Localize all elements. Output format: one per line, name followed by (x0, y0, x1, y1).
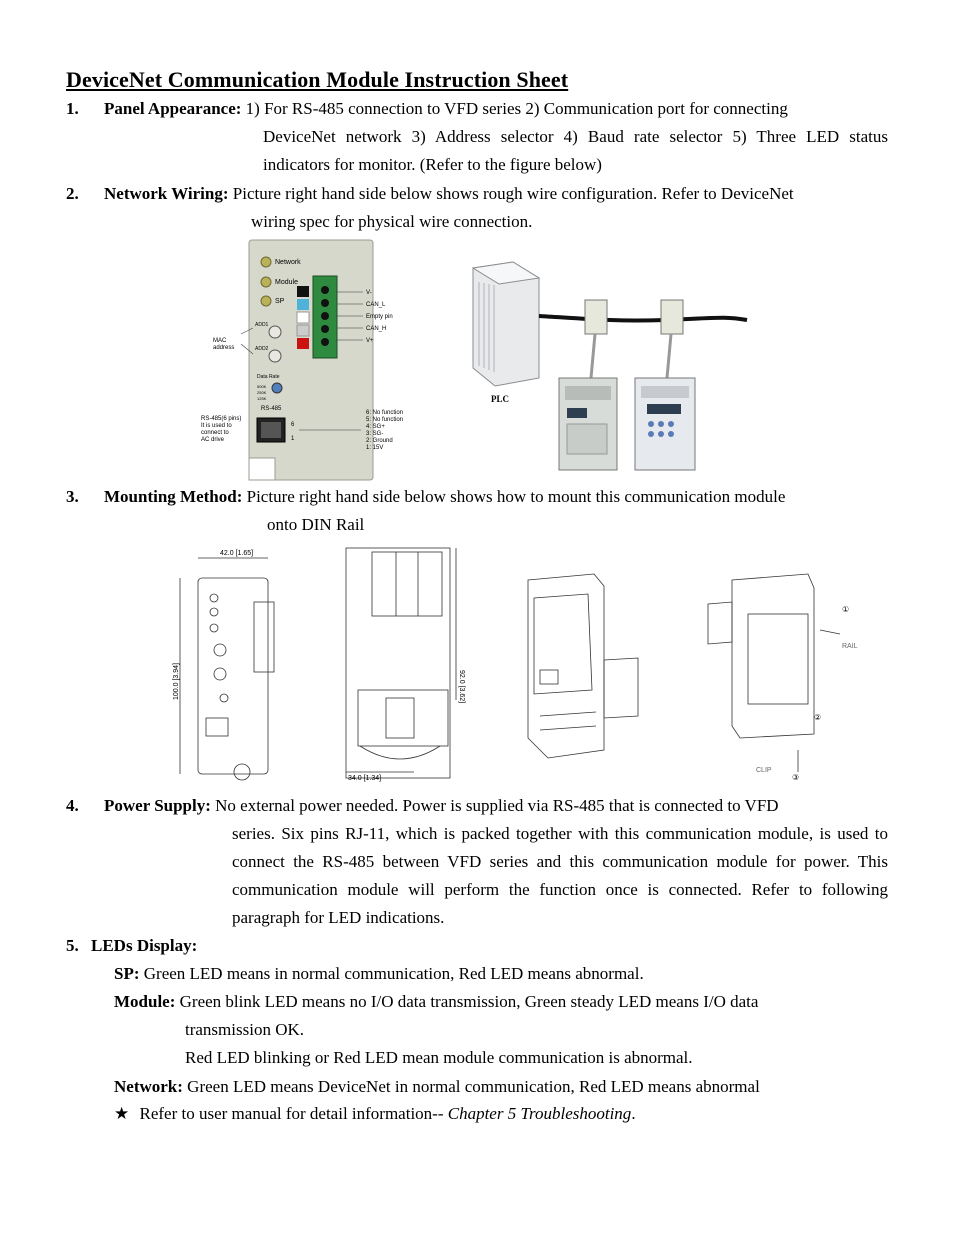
devicenet-cable (539, 316, 747, 321)
module-label: Module: (114, 992, 176, 1011)
module-text-2: transmission OK. (185, 1020, 304, 1039)
height-dimension: 100.0 [3.94] (173, 663, 180, 700)
rate-125k: 125K (257, 396, 267, 401)
section-text-first: No external power needed. Power is supplied via RS-485 that is connected to VFD (215, 796, 779, 815)
wire-color-white (297, 312, 309, 323)
sp-led-icon (261, 296, 271, 306)
led-label-network: Network (275, 259, 301, 266)
refer-end: . (631, 1104, 636, 1123)
section-number: 2. (66, 184, 79, 203)
vfd-drive-1 (559, 378, 617, 470)
section-text-rest: DeviceNet network 3) Address selector 4) Baud rate selector 5) Three LED status indicators for monitor. (Refer to the figure below) (263, 127, 888, 174)
panel-wiring-figure (195, 238, 755, 484)
section-heading: LEDs Display: (91, 936, 198, 955)
module-description (114, 988, 888, 1016)
mac-label: MAC (213, 338, 227, 344)
section-leds-display (66, 932, 888, 1132)
mounting-drawings (168, 540, 868, 790)
clip-label: CLIP (756, 767, 772, 774)
pin-can-h: CAN_H (366, 326, 387, 332)
rj-def-6: 6: No function (366, 410, 404, 416)
network-led-icon (261, 257, 271, 267)
refer-note (114, 1100, 636, 1128)
step-2-marker: ② (814, 713, 822, 722)
network-text: Green LED means DeviceNet in normal communication, Red LED means abnormal (187, 1077, 760, 1096)
section-text-first: 1) For RS-485 connection to VFD series 2) Communication port for connecting (245, 99, 788, 118)
sp-label: SP: (114, 964, 140, 983)
rj-def-5: 5: No function (366, 417, 404, 423)
rs485-desc-4: AC drive (201, 437, 225, 443)
sp-text: Green LED means in normal communication, Red LED means abnormal. (143, 964, 644, 983)
rs485-desc-3: connect to (201, 430, 229, 436)
mounting-figure (168, 540, 868, 790)
module-text-1: Green blink LED means no I/O data transmission, Green steady LED means I/O data (179, 992, 759, 1011)
wire-color-empty (297, 325, 309, 336)
tap-module-1 (585, 300, 607, 334)
network-description (114, 1073, 760, 1101)
refer-text: Refer to user manual for detail information-- (139, 1104, 444, 1123)
panel-wiring-illustration (195, 238, 755, 484)
rj-pin-6: 6 (291, 422, 295, 428)
wire-color-red (297, 338, 309, 349)
pin-can-l: CAN_L (366, 302, 386, 308)
rj-def-4: 4: SG+ (366, 424, 385, 430)
rail-label: RAIL (842, 643, 858, 650)
section-heading: Mounting Method: (104, 487, 243, 506)
vfd-drive-2 (635, 378, 695, 470)
module-text-3: Red LED blinking or Red LED mean module communication is abnormal. (185, 1048, 693, 1067)
step-1-marker: ① (842, 605, 850, 614)
baud-rate-selector-icon[interactable] (272, 383, 282, 393)
led-label-sp: SP (275, 298, 285, 305)
section-text-first: Picture right hand side below shows rough wire configuration. Refer to DeviceNet (232, 184, 794, 203)
network-label: Network: (114, 1077, 183, 1096)
rj-def-3: 3: SG- (366, 431, 384, 437)
step-3-marker: ③ (792, 773, 800, 782)
mac-address-label: address (213, 345, 235, 351)
address-selector-1-icon[interactable] (269, 326, 281, 338)
section-text-rest: wiring spec for physical wire connection. (251, 212, 533, 231)
pin-v-plus: V+ (366, 338, 374, 344)
tap-module-2 (661, 300, 683, 334)
add2-label: ADD2 (255, 346, 269, 352)
pin-v-minus: V- (366, 290, 372, 296)
section-heading: Power Supply: (104, 796, 211, 815)
section-number: 5. (66, 936, 79, 955)
section-number: 1. (66, 99, 79, 118)
rj-def-2: 2: Ground (366, 438, 393, 444)
led-label-module: Module (275, 279, 298, 286)
plc-unit (473, 262, 539, 386)
add1-label: ADD1 (255, 322, 269, 328)
wire-color-blue (297, 299, 309, 310)
section-text-first: Picture right hand side below shows how to mount this communication module (246, 487, 786, 506)
data-rate-label: Data Rate (257, 374, 280, 380)
section-text-rest: onto DIN Rail (267, 515, 365, 534)
section-heading: Panel Appearance: (104, 99, 242, 118)
star-icon: ★ (114, 1104, 130, 1124)
module-led-icon (261, 277, 271, 287)
wire-color-black (297, 286, 309, 297)
page-title: DeviceNet Communication Module Instruction Sheet (66, 67, 569, 92)
section-number: 3. (66, 487, 79, 506)
plc-label: PLC (491, 394, 509, 404)
module-body (249, 240, 373, 480)
rs485-desc-1: RS-485(6 pins) (201, 416, 242, 422)
address-selector-2-icon[interactable] (269, 350, 281, 362)
pin-empty: Empty pin (366, 314, 393, 320)
section-number: 4. (66, 796, 79, 815)
depth-dimension: 34.0 [1.34] (348, 775, 382, 782)
rs485-label: RS-485 (261, 406, 282, 412)
rj-def-1: 1: 15V (366, 445, 384, 451)
sp-description (114, 960, 644, 988)
rate-500k: 500K (257, 384, 267, 389)
section-heading: Network Wiring: (104, 184, 229, 203)
width-dimension: 42.0 [1.65] (220, 550, 254, 557)
section-text-rest: series. Six pins RJ-11, which is packed together with this communication module, is used to connect the RS-485 between VFD series and this communication module for power. This communication module will perform the function once is connected. Refer to following paragraph for LED indications. (232, 824, 888, 927)
rj-pin-1: 1 (291, 436, 295, 442)
height-dimension-2: 92.0 [3.62] (458, 670, 465, 704)
rate-250k: 250K (257, 390, 267, 395)
refer-chapter: Chapter 5 Troubleshooting (447, 1104, 632, 1123)
rs485-desc-2: It is used to (201, 423, 232, 429)
